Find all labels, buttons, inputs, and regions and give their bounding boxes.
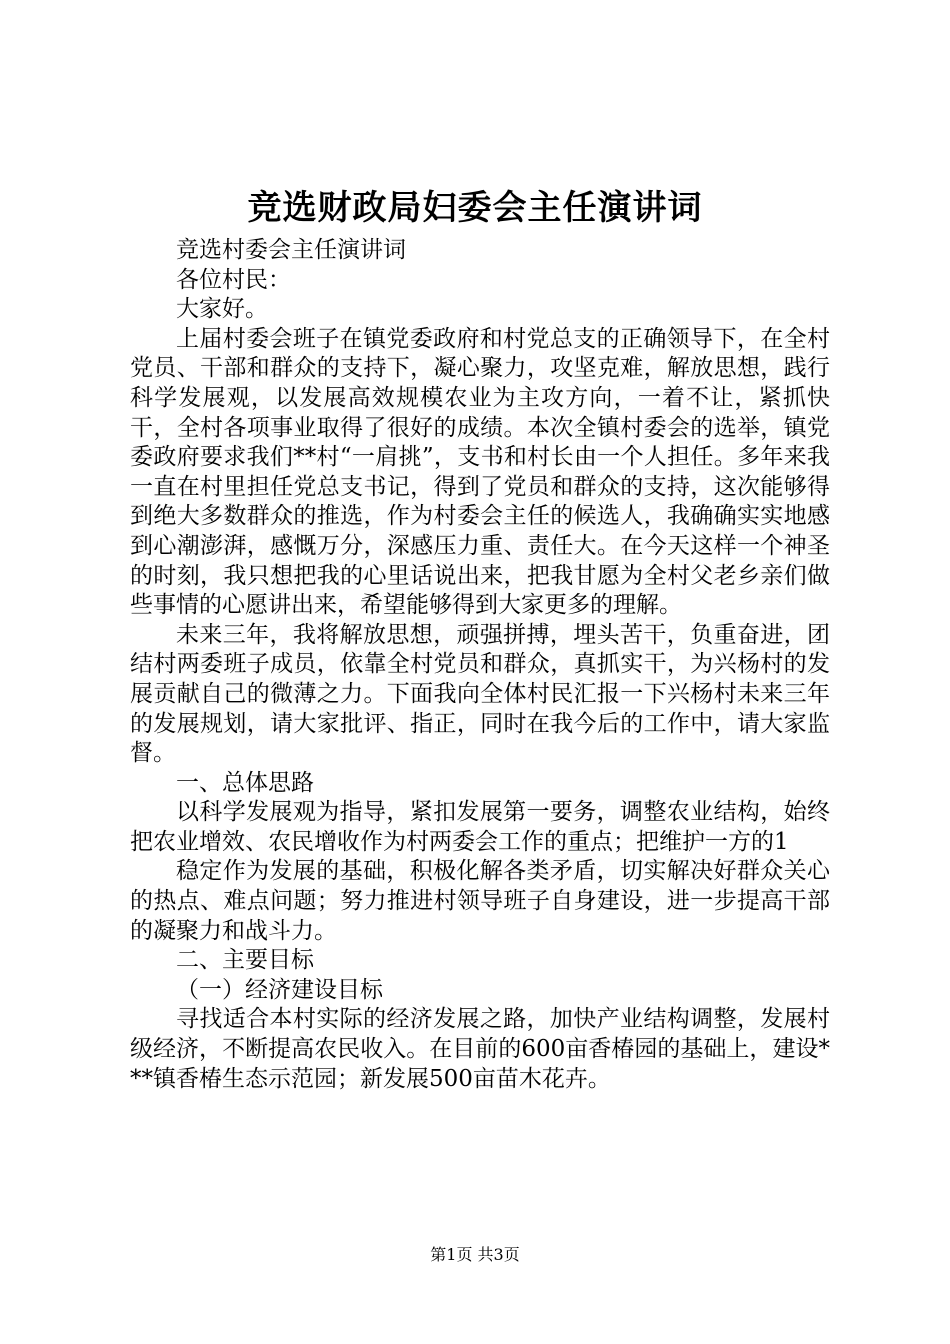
paragraph-review: 上届村委会班子在镇党委政府和村党总支的正确领导下，在全村党员、干部和群众的支持下，凝心聚力，攻坚克难，解放思想，践行科学发展观，以发展高效规模农业为主攻方向，一着不让，紧抓快干，全村各项事业取得了很好的成绩。本次全镇村委会的选举，镇党委政府要求我们**村“一肩挑”，支书和村长由一个人担任。多年来我一直在村里担任党总支书记，得到了党员和群众的支持，这次能够得到绝大多数群众的推选，作为村委会主任的候选人，我确确实实地感到心潮澎湃，感慨万分，深感压力重、责任大。在今天这样一个神圣的时刻，我只想把我的心里话说出来，把我甘愿为全村父老乡亲们做些事情的心愿讲出来，希望能够得到大家更多的理解。 <box>130 325 830 619</box>
paragraph-overall-1: 以科学发展观为指导，紧扣发展第一要务，调整农业结构，始终把农业增效、农民增收作为村两委会工作的重点；把维护一方的1 <box>130 799 830 855</box>
paragraph-plan-intro: 未来三年，我将解放思想，顽强拼搏，埋头苦干，负重奋进，团结村两委班子成员，依靠全村党员和群众，真抓实干，为兴杨村的发展贡献自己的微薄之力。下面我向全体村民汇报一下兴杨村未来三年的发展规划，请大家批评、指正，同时在我今后的工作中，请大家监督。 <box>130 621 830 767</box>
subsection-heading-economy: （一）经济建设目标 <box>176 976 383 1003</box>
paragraph-greeting: 大家好。 <box>176 296 268 323</box>
paragraph-economy: 寻找适合本村实际的经济发展之路，加快产业结构调整，发展村级经济，不断提高农民收入。在目前的600亩香椿园的基础上，建设***镇香椿生态示范园；新发展500亩苗木花卉。 <box>130 1006 830 1092</box>
section-heading-goals: 二、主要目标 <box>176 947 314 974</box>
document-title: 竞选财政局妇委会主任演讲词 <box>247 188 703 228</box>
page-footer: 第1页 共3页 <box>430 1245 520 1264</box>
paragraph-overall-2: 稳定作为发展的基础，积极化解各类矛盾，切实解决好群众关心的热点、难点问题；努力推进村领导班子自身建设，进一步提高干部的凝聚力和战斗力。 <box>130 858 830 944</box>
paragraph-salutation: 各位村民： <box>176 266 291 293</box>
document-body <box>130 236 830 1094</box>
section-heading-overall: 一、总体思路 <box>176 769 314 796</box>
paragraph-subtitle: 竞选村委会主任演讲词 <box>176 237 406 263</box>
